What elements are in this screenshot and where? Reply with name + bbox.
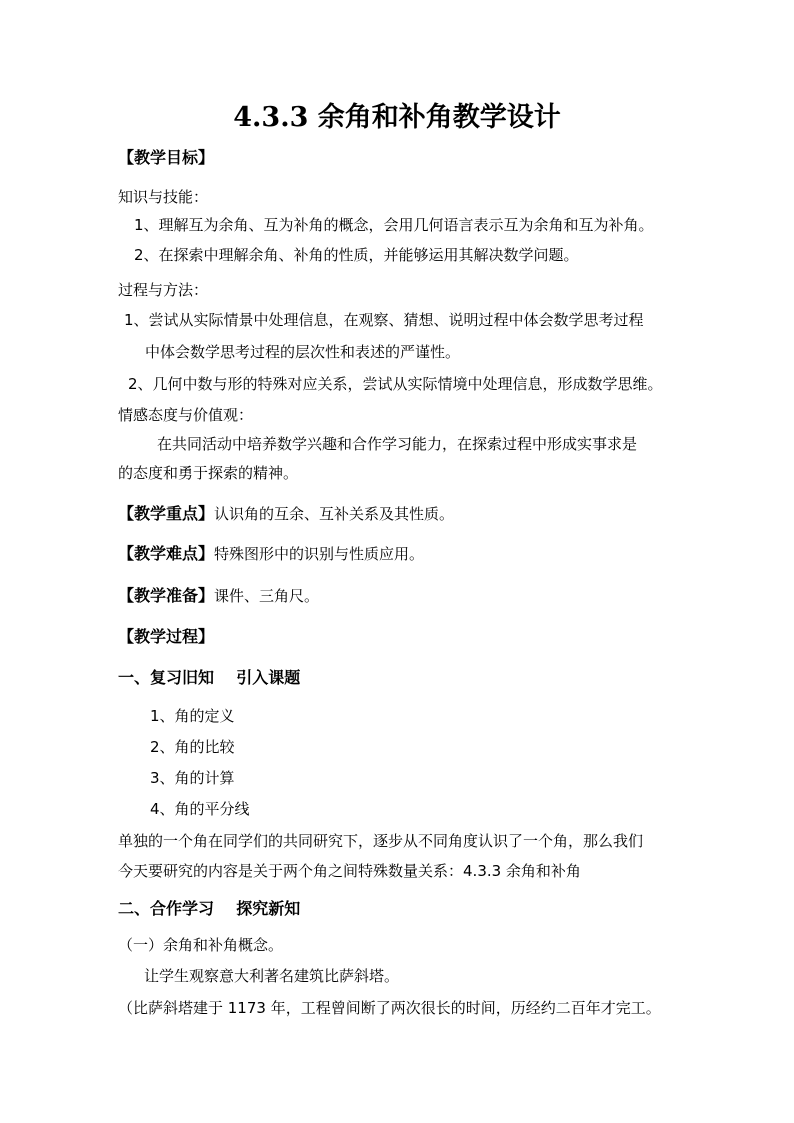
preparation-text: 课件、三角尺。: [214, 587, 320, 605]
difficulties-text: 特殊图形中的识别与性质应用。: [214, 545, 425, 563]
process-item-2: 2、几何中数与形的特殊对应关系，尝试从实际情境中处理信息，形成数学思维。: [128, 375, 663, 393]
process-label: 过程与方法：: [118, 281, 209, 299]
preparation-label: 【教学准备】: [118, 586, 215, 605]
section1-heading: 一、复习旧知 引入课题: [118, 668, 301, 687]
page-title: 4.3.3 余角和补角教学设计: [233, 102, 561, 133]
knowledge-label: 知识与技能：: [118, 188, 209, 206]
key-points-row: [118, 504, 454, 524]
subsection-1: （一）余角和补角概念。: [118, 936, 284, 954]
observe-text: 让学生观察意大利著名建筑比萨斜塔。: [144, 967, 400, 985]
process-item-1-cont: 中体会数学思考过程的层次性和表述的严谨性。: [145, 343, 461, 361]
emotion-text-1: 在共同活动中培养数学兴趣和合作学习能力，在探索过程中形成实事求是: [157, 435, 638, 453]
process-heading: 【教学过程】: [118, 627, 215, 646]
intro-text-2: 今天要研究的内容是关于两个角之间特殊数量关系：4.3.3 余角和补角: [118, 862, 581, 880]
key-points-text: 认识角的互余、互补关系及其性质。: [214, 505, 455, 523]
review-item-4: 4、角的平分线: [150, 800, 250, 818]
review-item-3: 3、角的计算: [150, 769, 235, 787]
difficulties-row: [118, 544, 424, 564]
objectives-heading: 【教学目标】: [118, 148, 215, 167]
review-item-2: 2、角的比较: [150, 738, 235, 756]
tower-text: （比萨斜塔建于 1173 年，工程曾间断了两次很长的时间，历经约二百年才完工。: [118, 999, 661, 1017]
preparation-row: [118, 586, 319, 606]
emotion-label: 情感态度与价值观：: [118, 406, 254, 424]
emotion-text-2: 的态度和勇于探索的精神。: [118, 464, 299, 482]
review-item-1: 1、角的定义: [150, 707, 235, 725]
knowledge-item-2: 2、在探索中理解余角、补角的性质，并能够运用其解决数学问题。: [134, 246, 579, 264]
intro-text-1: 单独的一个角在同学们的共同研究下，逐步从不同角度认识了一个角，那么我们: [118, 832, 644, 850]
process-item-1: 1、尝试从实际情景中处理信息，在观察、猜想、说明过程中体会数学思考过程: [124, 311, 644, 329]
key-points-label: 【教学重点】: [118, 504, 215, 523]
difficulties-label: 【教学难点】: [118, 544, 215, 563]
section2-heading: 二、合作学习 探究新知: [118, 899, 301, 918]
knowledge-item-1: 1、理解互为余角、互为补角的概念，会用几何语言表示互为余角和互为补角。: [134, 216, 654, 234]
